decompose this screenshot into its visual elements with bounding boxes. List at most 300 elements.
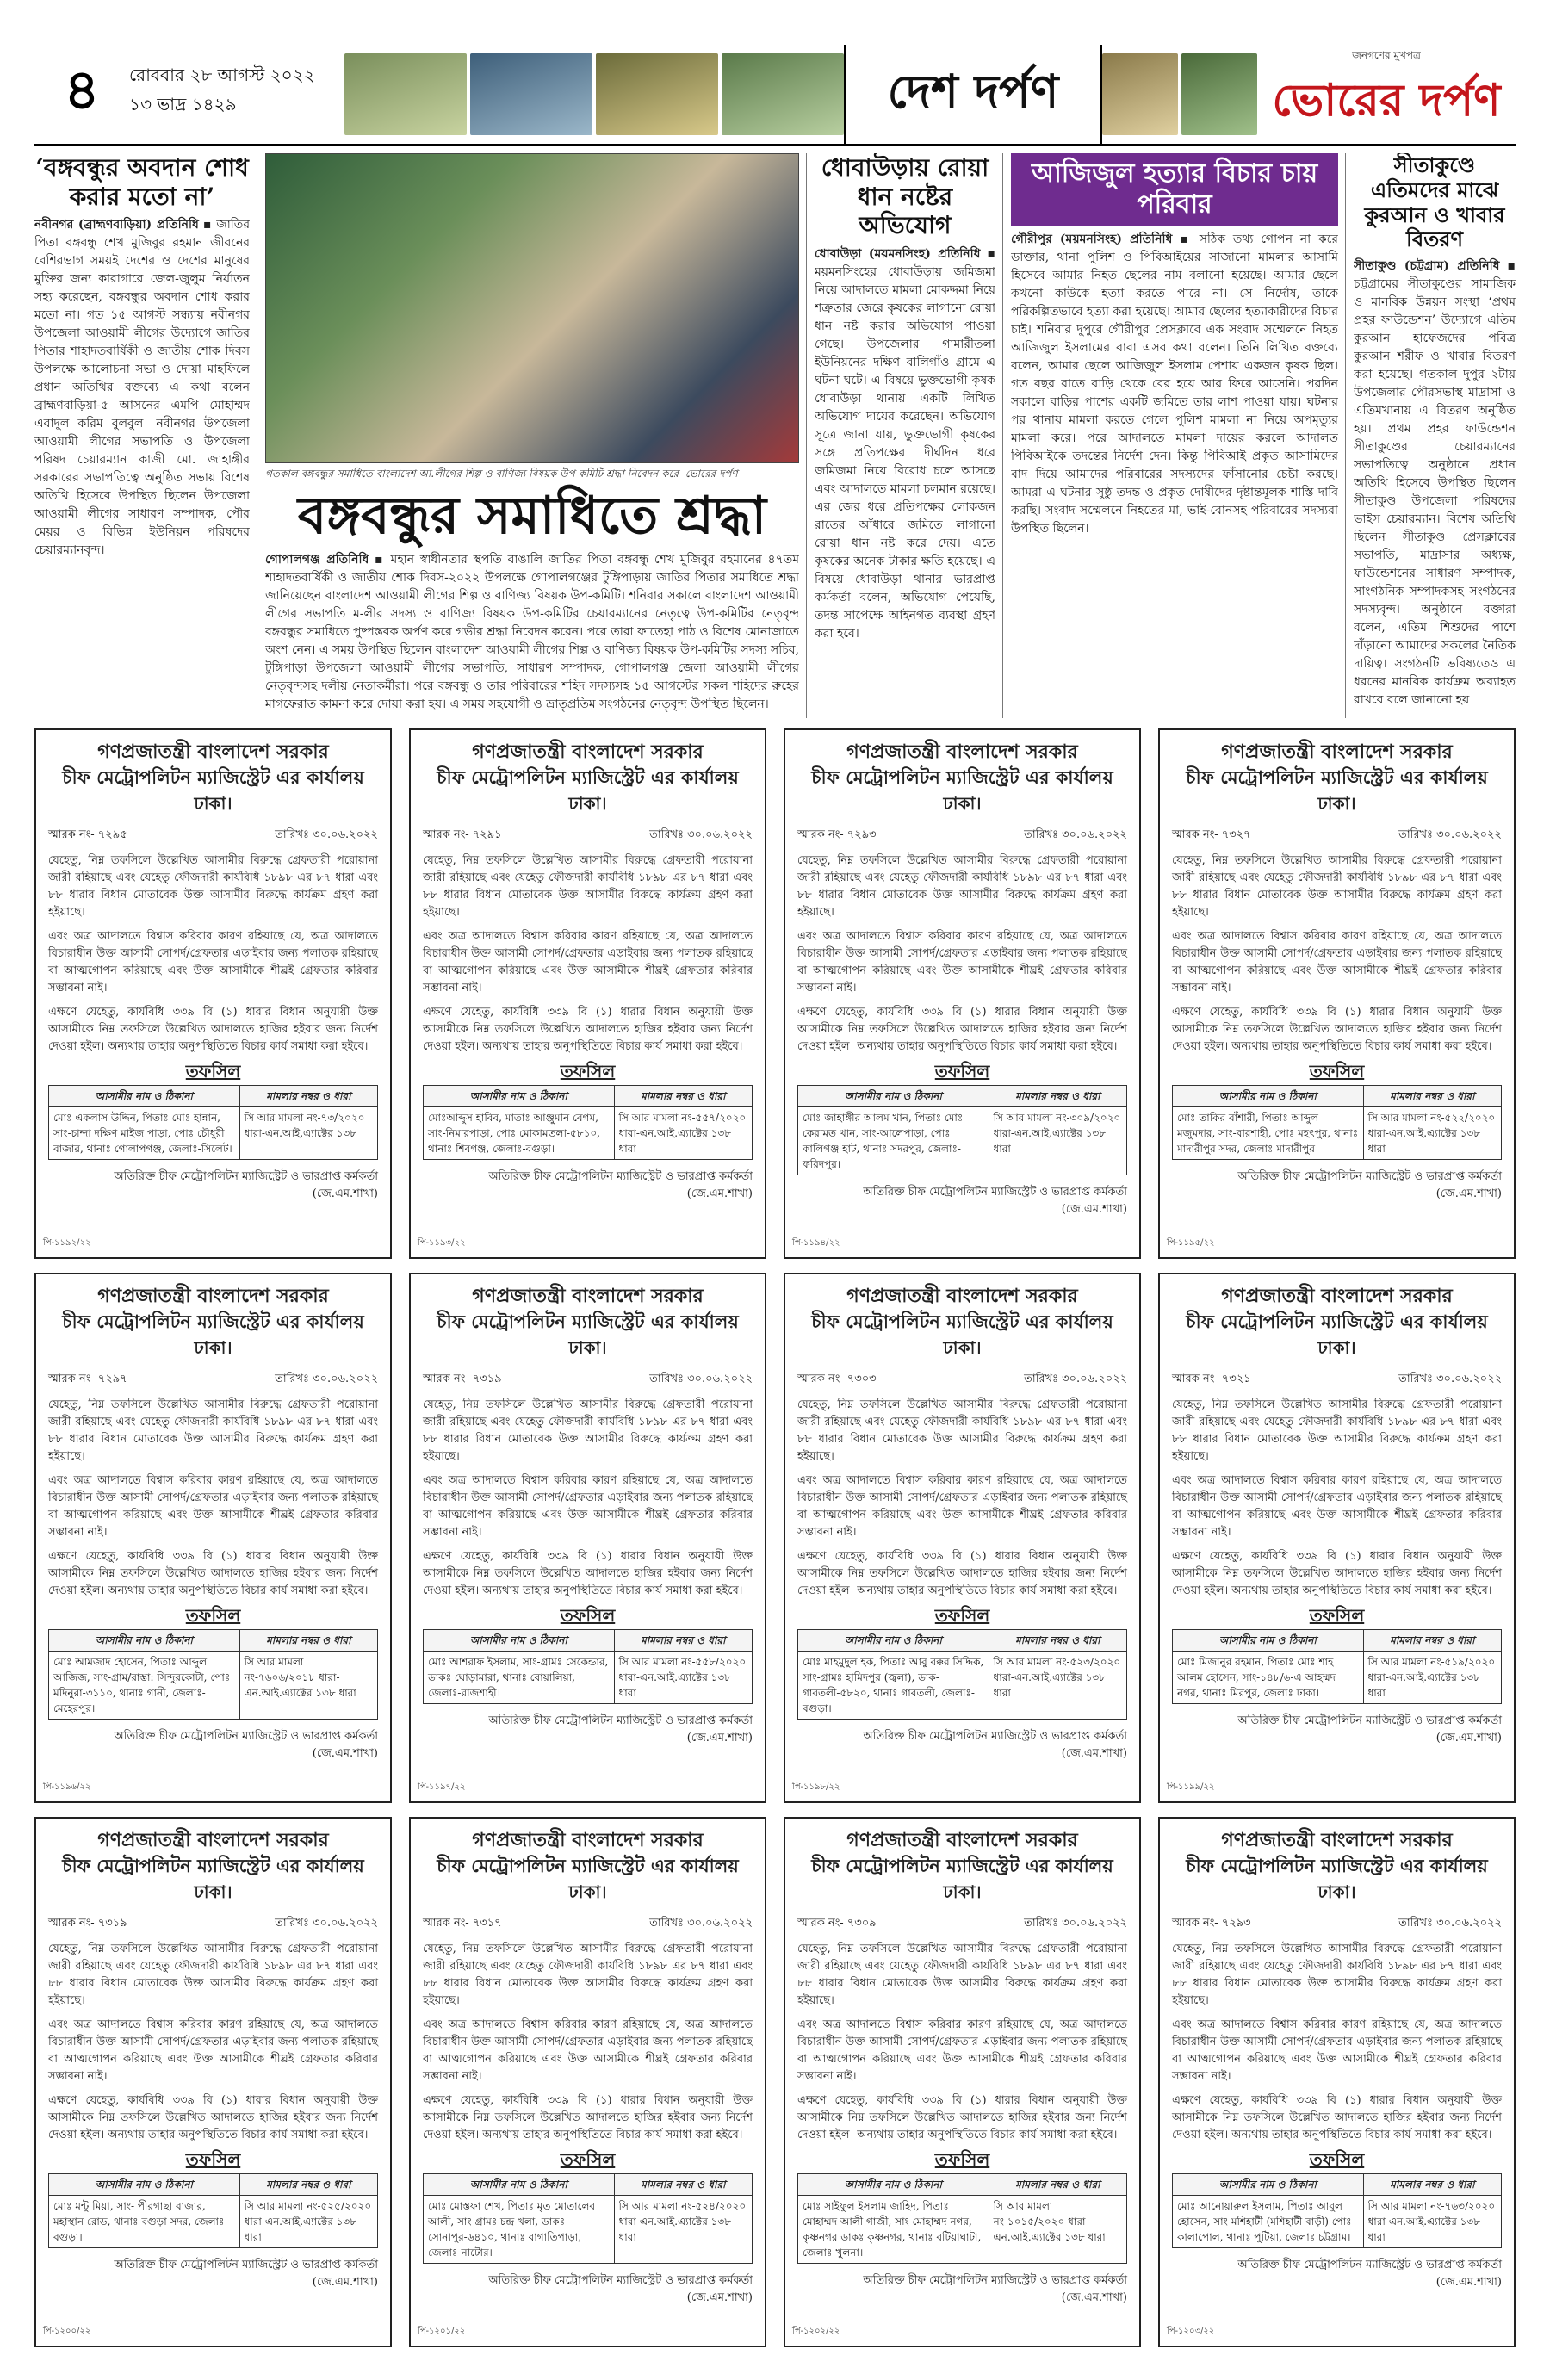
notice-ref-row (48, 1915, 378, 1932)
table-row (49, 2196, 378, 2248)
notice-paragraph: এক্ষণে যেহেতু, কার্যবিধি ৩৩৯ বি (১) ধারার বিধান অনুযায়ী উক্ত আসামীকে নিম্ন তফসিলে উল্লেখিত আদালতে হাজির হইবার জন্য নির্দেশ দেওয়া হইল। অন্যথায় তাহার অনুপস্থিতিতে বিচার কার্য সমাধা করা হইবে। (797, 2094, 1127, 2141)
notice-govt-title: গণপ্রজাতন্ত্রী বাংলাদেশ সরকার (97, 1285, 329, 1307)
column-divider (1002, 153, 1003, 718)
schedule-heading: তফসিল (185, 2149, 241, 2170)
notice-paragraph: যেহেতু, নিম্ন তফসিলে উল্লেখিত আসামীর বিরুদ্ধে গ্রেফতারী পরোয়ানা জারী রহিয়াছে এবং যেহেতু ফৌজদারী কার্যবিধি ১৮৯৮ এর ৮৭ ধারা এবং ৮৮ ধারার বিধান মোতাবেক উক্ত আসামীর বিরুদ্ধে কার্যক্রম গ্রহণ করা হইয়াছে। (423, 1398, 753, 1463)
notice-ref-row (48, 827, 378, 844)
strip-photo (1181, 53, 1257, 135)
notice-ref (48, 827, 127, 844)
case-details: সি আর মামলা নং-১০১৫/২০২০ ধারা-এন.আই.এ্যাক্টের ১৩৮ ধারা (989, 2196, 1126, 2264)
boxed-headline: আজিজুল হত্যার বিচার চায় পরিবার (1011, 153, 1338, 226)
case-details: সি আর মামলা নং-৭৩/২০২০ ধারা-এন.আই.এ্যাক্টের ১৩৮ (239, 1107, 377, 1160)
case-details: সি আর মামলা নং-৫২৩/২০২০ ধারা-এন.আই.এ্যাক্টের ১৩৮ ধারা (989, 1652, 1126, 1720)
table-row (1173, 1107, 1502, 1160)
notice-ref (797, 827, 877, 844)
notice-signature: অতিরিক্ত চীফ মেট্রোপলিটন ম্যাজিস্ট্রেট ও ভারপ্রাপ্ত কর্মকর্তা (জে.এম.শাখা) (488, 1170, 753, 1200)
notice-paragraph: এবং অত্র আদালতে বিশ্বাস করিবার কারণ রহিয়াছে যে, অত্র আদালতে বিচারাধীন উক্ত আসামী সোপর্দ/গ্রেফতার এড়াইবার জন্য পলাতক রহিয়াছে বা আত্মগোপন করিয়াছে এবং উক্ত আসামীকে শীঘ্রই গ্রেফতার করিবার সম্ভাবনা নাই। (48, 1474, 378, 1539)
byline: গৌরীপুর (ময়মনসিংহ) প্রতিনিধি (1011, 232, 1173, 246)
schedule-table (48, 1629, 378, 1720)
table-row (424, 1107, 753, 1160)
col-case: মামলার নম্বর ও ধারা (239, 1630, 377, 1652)
article-body: সঠিক তথ্য গোপন না করে ডাক্তার, থানা পুলিশ ও পিবিআইয়ের সাজানো মামলার আসামি হিসেবে আমার নিহত ছেলের নাম বলানো হয়েছে। আমার ছেলে কখনো কাউকে হত্যা করতে পারে না। সে নির্দোষ, তাকে পরিকল্পিতভাবে হত্যা করা হয়েছে। আমার ছেলের হত্যাকারীদের বিচার চাই। শনিবার দুপুরে গৌরীপুর প্রেসক্লাবে এক সংবাদ সম্মেলনে নিহত আজিজুল ইসলামের বাবা এসব কথা বলেন। তিনি লিখিত বক্তব্যে বলেন, আমার ছেলে আজিজুল ইসলাম পেশায় একজন কৃষক ছিল। গত বছর রাতে বাড়ি থেকে বের হয়ে আর ফিরে আসেনি। পরদিন সকালে বাড়ির পাশের একটি জমিতে তার লাশ পাওয়া যায়। ঘটনার পর থানায় মামলা করতে গেলে পুলিশ মামলা না নিয়ে অপমৃত্যুর মামলা করে। পরে আদালতে মামলা দায়ের করলে আদালত পিবিআইকে তদন্তের নির্দেশ দেন। কিন্তু পিবিআই প্রকৃত আসামিদের বাদ দিয়ে আমাদের পরিবারের সদস্যদের ফাঁসানোর চেষ্টা করছে। আমরা এ ঘটনার সুষ্ঠু তদন্ত ও প্রকৃত দোষীদের দৃষ্টান্তমূলক শাস্তি দাবি করছি। সংবাদ সম্মেলনে নিহতের মা, ভাই-বোনসহ পরিবারের সদস্যরা উপস্থিত ছিলেন। (1011, 232, 1338, 536)
schedule-table (48, 1085, 378, 1160)
col-accused: আসামীর নাম ও ঠিকানা (798, 2174, 989, 2196)
notice-paragraph: যেহেতু, নিম্ন তফসিলে উল্লেখিত আসামীর বিরুদ্ধে গ্রেফতারী পরোয়ানা জারী রহিয়াছে এবং যেহেতু ফৌজদারী কার্যবিধি ১৮৯৮ এর ৮৭ ধারা এবং ৮৮ ধারার বিধান মোতাবেক উক্ত আসামীর বিরুদ্ধে কার্যক্রম গ্রহণ করা হইয়াছে। (797, 1943, 1127, 2007)
case-details: সি আর মামলা নং-৫২৫/২০২০ ধারা-এন.আই.এ্যাক্টের ১৩৮ ধারা (239, 2196, 377, 2248)
notice-govt-title: গণপ্রজাতন্ত্রী বাংলাদেশ সরকার (1221, 1285, 1453, 1307)
notice-signature: অতিরিক্ত চীফ মেট্রোপলিটন ম্যাজিস্ট্রেট ও ভারপ্রাপ্ত কর্মকর্তা (জে.এম.শাখা) (1237, 1170, 1502, 1200)
case-details: সি আর মামলা নং-৩০৯/২০২০ ধারা-এন.আই.এ্যাক্টের ১৩৮ ধারা (989, 1107, 1126, 1175)
court-notice (34, 1273, 392, 1803)
col-case: মামলার নম্বর ও ধারা (614, 1086, 752, 1107)
schedule-heading: তফসিল (934, 1061, 990, 1082)
article-body: মহান স্বাধীনতার স্থপতি বাঙালি জাতির পিতা বঙ্গবন্ধু শেখ মুজিবুর রহমানের ৪৭তম শাহাদতবার্ষিকী ও জাতীয় শোক দিবস-২০২২ উপলক্ষে গোপালগঞ্জের টুঙ্গিপাড়ায় জাতির পিতার সমাধিতে শ্রদ্ধা জানিয়েছেন বাংলাদেশ আওয়ামী লীগের শিল্প ও বাণিজ্য বিষয়ক উপ-কমিটি। শনিবার সকালে বাংলাদেশ আওয়ামী লীগের সভাপতি ম-লীর সদস্য ও বাণিজ্য বিষয়ক উপ-কমিটির চেয়ারম্যানের নেতৃত্বে উপ-কমিটির নেতৃবৃন্দ বঙ্গবন্ধুর সমাধিতে পুষ্পস্তবক অর্পণ করে গভীর শ্রদ্ধা নিবেদন করেন। পরে তারা ফাতেহা পাঠ ও বিশেষ মোনাজাতে অংশ নেন। এ সময় উপস্থিত ছিলেন বাংলাদেশ আওয়ামী লীগের শিল্প ও বাণিজ্য বিষয়ক উপ-কমিটির সদস্য সচিব, টুঙ্গিপাড়া উপজেলা আওয়ামী লীগের সভাপতি, সাধারণ সম্পাদক, গোপালগঞ্জ জেলা আওয়ামী লীগের নেতৃবৃন্দসহ দলীয় নেতাকর্মীরা। পরে বঙ্গবন্ধু ও তার পরিবারের শহিদ সদস্যসহ ১৫ আগস্টের সকল শহিদের রুহের মাগফেরাত কামনা করে দোয়া করা হয়। এ সময় সহযোগী ও ভ্রাতৃপ্রতিম সংগঠনের নেতৃবৃন্দ উপস্থিত ছিলেন। (265, 553, 799, 711)
notice-paragraph: যেহেতু, নিম্ন তফসিলে উল্লেখিত আসামীর বিরুদ্ধে গ্রেফতারী পরোয়ানা জারী রহিয়াছে এবং যেহেতু ফৌজদারী কার্যবিধি ১৮৯৮ এর ৮৭ ধারা এবং ৮৮ ধারার বিধান মোতাবেক উক্ত আসামীর বিরুদ্ধে কার্যক্রম গ্রহণ করা হইয়াছে। (1172, 854, 1502, 919)
notice-paragraph: এবং অত্র আদালতে বিশ্বাস করিবার কারণ রহিয়াছে যে, অত্র আদালতে বিচারাধীন উক্ত আসামী সোপর্দ/গ্রেফতার এড়াইবার জন্য পলাতক রহিয়াছে বা আত্মগোপন করিয়াছে এবং উক্ত আসামীকে শীঘ্রই গ্রেফতার করিবার সম্ভাবনা নাই। (1172, 2018, 1502, 2083)
court-notices-grid (34, 728, 1516, 2347)
article-body: জাতির পিতা বঙ্গবন্ধু শেখ মুজিবুর রহমান জীবনের বেশিরভাগ সময়ই দেশের ও দেশের মানুষের মুক্তির জন্য কারাগারে জেল-জুলুম নির্যাতন সহ্য করেছেন, বঙ্গবন্ধুর অবদান শোধ করার মতো না। গত ১৫ আগস্ট সন্ধ্যায় নবীনগর উপজেলা আওয়ামী লীগের উদ্যোগে জাতির পিতার শাহাদতবার্ষিকী ও জাতীয় শোক দিবস উপলক্ষে আলোচনা সভা ও দোয়া মাহফিলে প্রধান অতিথির বক্তব্যে এ কথা বলেন ব্রাহ্মণবাড়িয়া-৫ আসনের এমপি মোহাম্মদ এবাদুল করিম বুলবুল। নবীনগর উপজেলা আওয়ামী লীগের সভাপতি ও উপজেলা পরিষদ চেয়ারম্যান কাজী মো. জাহাঙ্গীর সরকারের সভাপতিত্বে অনুষ্ঠিত সভায় বিশেষ অতিথি হিসেবে উপস্থিত ছিলেন উপজেলা আওয়ামী লীগের সাধারণ সম্পাদক, পৌর মেয়র ও বিভিন্ন ইউনিয়ন পরিষদের চেয়ারম্যানবৃন্দ। (34, 218, 250, 558)
byline: নবীনগর (ব্রাহ্মণবাড়িয়া) প্রতিনিধি (34, 218, 199, 232)
col-accused: আসামীর নাম ও ঠিকানা (798, 1630, 989, 1652)
notice-ref (48, 1371, 127, 1388)
notice-paragraph: এক্ষণে যেহেতু, কার্যবিধি ৩৩৯ বি (১) ধারার বিধান অনুযায়ী উক্ত আসামীকে নিম্ন তফসিলে উল্লেখিত আদালতে হাজির হইবার জন্য নির্দেশ দেওয়া হইল। অন্যথায় তাহার অনুপস্থিতিতে বিচার কার্য সমাধা করা হইবে। (423, 1006, 753, 1053)
news-column-5: আজিজুল হত্যার বিচার চায় পরিবার গৌরীপুর (ময়মনসিংহ) প্রতিনিধি ▪ সঠিক তথ্য গোপন না করে ডাক্তার, থানা পুলিশ ও পিবিআইয়ের সাজানো মামলার আসামি হিসেবে আমার নিহত ছেলের নাম বলানো হয়েছে। আমার ছেলে কখনো কাউকে হত্যা করতে পারে না। সে নির্দোষ, তাকে পরিকল্পিতভাবে হত্যা করা হয়েছে। আমার ছেলের হত্যাকারীদের বিচার চাই। শনিবার দুপুরে গৌরীপুর প্রেসক্লাবে এক সংবাদ সম্মেলনে নিহত আজিজুল ইসলামের বাবা এসব কথা বলেন। তিনি লিখিত বক্তব্যে বলেন, আমার ছেলে আজিজুল ইসলাম পেশায় একজন কৃষক ছিল। গত বছর রাতে বাড়ি থেকে বের হয়ে আর ফিরে আসেনি। পরদিন সকালে বাড়ির পাশের একটি জমিতে তার লাশ পাওয়া যায়। ঘটনার পর থানায় মামলা করতে গেলে পুলিশ মামলা না নিয়ে অপমৃত্যুর মামলা করে। পরে আদালতে মামলা দায়ের করলে আদালত পিবিআইকে তদন্তের নির্দেশ দেন। কিন্তু পিবিআই প্রকৃত আসামিদের বাদ দিয়ে আমাদের পরিবারের সদস্যদের ফাঁসানোর চেষ্টা করছে। আমরা এ ঘটনার সুষ্ঠু তদন্ত ও প্রকৃত দোষীদের দৃষ্টান্তমূলক শাস্তি দাবি করছি। সংবাদ সম্মেলনে নিহতের মা, ভাই-বোনসহ পরিবারের সদস্যরা উপস্থিত ছিলেন। (1011, 153, 1338, 718)
headline: ধোবাউড়ায় রোয়া ধান নষ্টের অভিযোগ (821, 153, 989, 240)
ref-number: ৭৩০৩ (846, 1373, 877, 1385)
col-case: মামলার নম্বর ও ধারা (1363, 2174, 1501, 2196)
notice-ref-row (1172, 1915, 1502, 1932)
notice-date: তারিখঃ ৩০.০৬.২০২২ (649, 1373, 753, 1385)
ref-label: স্মারক নং- (48, 1373, 95, 1385)
ref-label: স্মারক নং- (423, 828, 469, 841)
notice-paragraph: এক্ষণে যেহেতু, কার্যবিধি ৩৩৯ বি (১) ধারার বিধান অনুযায়ী উক্ত আসামীকে নিম্ন তফসিলে উল্লেখিত আদালতে হাজির হইবার জন্য নির্দেশ দেওয়া হইল। অন্যথায় তাহার অনুপস্থিতিতে বিচার কার্য সমাধা করা হইবে। (1172, 1550, 1502, 1597)
notice-date: তারিখঃ ৩০.০৬.২০২২ (1024, 1373, 1127, 1385)
notice-code: পি-১১৯৯/২২ (1167, 1782, 1215, 1792)
lead-story: গতকাল বঙ্গবন্ধুর সমাধিতে বাংলাদেশ আ.লীগের শিল্প ও বাণিজ্য বিষয়ক উপ-কমিটি শ্রদ্ধা নিবেদন করে -ভোরের দর্পণ বঙ্গবন্ধুর সমাধিতে শ্রদ্ধা গোপালগঞ্জ প্রতিনিধি ▪ মহান স্বাধীনতার স্থপতি বাঙালি জাতির পিতা বঙ্গবন্ধু শেখ মুজিবুর রহমানের ৪৭তম শাহাদতবার্ষিকী ও জাতীয় শোক দিবস-২০২২ উপলক্ষে গোপালগঞ্জের টুঙ্গিপাড়ায় জাতির পিতার সমাধিতে শ্রদ্ধা জানিয়েছেন বাংলাদেশ আওয়ামী লীগের শিল্প ও বাণিজ্য বিষয়ক উপ-কমিটি। শনিবার সকালে বাংলাদেশ আওয়ামী লীগের সভাপতি ম-লীর সদস্য ও বাণিজ্য বিষয়ক উপ-কমিটির চেয়ারম্যানের নেতৃত্বে উপ-কমিটির নেতৃবৃন্দ বঙ্গবন্ধুর সমাধিতে পুষ্পস্তবক অর্পণ করে গভীর শ্রদ্ধা নিবেদন করেন। পরে তারা ফাতেহা পাঠ ও বিশেষ মোনাজাতে অংশ নেন। এ সময় উপস্থিত ছিলেন বাংলাদেশ আওয়ামী লীগের শিল্প ও বাণিজ্য বিষয়ক উপ-কমিটির সদস্য সচিব, টুঙ্গিপাড়া উপজেলা আওয়ামী লীগের সভাপতি, সাধারণ সম্পাদক, গোপালগঞ্জ জেলা আওয়ামী লীগের নেতৃবৃন্দসহ দলীয় নেতাকর্মীরা। পরে বঙ্গবন্ধু ও তার পরিবারের শহিদ সদস্যসহ ১৫ আগস্টের সকল শহিদের রুহের মাগফেরাত কামনা করে দোয়া করা হয়। এ সময় সহযোগী ও ভ্রাতৃপ্রতিম সংগঠনের নেতৃবৃন্দ উপস্থিত ছিলেন। (265, 153, 799, 718)
notice-code: পি-১১৯৩/২২ (418, 1238, 466, 1248)
date-english: রোববার ২৮ আগস্ট ২০২২ (129, 65, 315, 85)
notice-ref-row (797, 827, 1127, 844)
col-accused: আসামীর নাম ও ঠিকানা (798, 1086, 989, 1107)
table-row (49, 1107, 378, 1160)
byline: গোপালগঞ্জ প্রতিনিধি (265, 553, 369, 567)
strip-photo (596, 53, 718, 135)
ref-label: স্মারক নং- (1172, 1373, 1218, 1385)
news-section (34, 153, 1516, 718)
col-case: মামলার নম্বর ও ধারা (989, 2174, 1126, 2196)
col-accused: আসামীর নাম ও ঠিকানা (1173, 1086, 1364, 1107)
schedule-heading: তফসিল (1309, 2149, 1365, 2170)
ref-number: ৭৩১৯ (472, 1373, 502, 1385)
accused-details: মোঃ তাকির বাঁশারী, পিতাঃ আব্দুল মজুমদার, সাং-বারশাহী, পোঃ মহৎপুর, থানাঃ মাদারীপুর সদর, জেলাঃ মাদারীপুর। (1173, 1107, 1364, 1160)
masthead (34, 45, 1516, 146)
accused-details: মোঃ আমজাদ হোসেন, পিতাঃ আব্দুল আজিজ, সাং-গ্রাম/রাস্তা: সিন্দুরকোটা, পোঃ মদিনুরা-৩১১০, থানাঃ গানী, জেলাঃ-মেহেরপুর। (49, 1652, 240, 1720)
col-accused: আসামীর নাম ও ঠিকানা (424, 2174, 615, 2196)
column-divider (806, 153, 807, 718)
strip-photo (1102, 53, 1178, 135)
strip-photo (470, 53, 592, 135)
notice-paragraph: এবং অত্র আদালতে বিশ্বাস করিবার কারণ রহিয়াছে যে, অত্র আদালতে বিচারাধীন উক্ত আসামী সোপর্দ/গ্রেফতার এড়াইবার জন্য পলাতক রহিয়াছে বা আত্মগোপন করিয়াছে এবং উক্ত আসামীকে শীঘ্রই গ্রেফতার করিবার সম্ভাবনা নাই। (797, 1474, 1127, 1539)
case-details: সি আর মামলা নং-৫৫৭/২০২০ ধারা-এন.আই.এ্যাক্টের ১৩৮ ধারা (614, 1107, 752, 1160)
notice-ref-row (797, 1915, 1127, 1932)
table-header-row (424, 1086, 753, 1107)
notice-paragraph: যেহেতু, নিম্ন তফসিলে উল্লেখিত আসামীর বিরুদ্ধে গ্রেফতারী পরোয়ানা জারী রহিয়াছে এবং যেহেতু ফৌজদারী কার্যবিধি ১৮৯৮ এর ৮৭ ধারা এবং ৮৮ ধারার বিধান মোতাবেক উক্ত আসামীর বিরুদ্ধে কার্যক্রম গ্রহণ করা হইয়াছে। (1172, 1943, 1502, 2007)
notice-paragraph: এবং অত্র আদালতে বিশ্বাস করিবার কারণ রহিয়াছে যে, অত্র আদালতে বিচারাধীন উক্ত আসামী সোপর্দ/গ্রেফতার এড়াইবার জন্য পলাতক রহিয়াছে বা আত্মগোপন করিয়াছে এবং উক্ত আসামীকে শীঘ্রই গ্রেফতার করিবার সম্ভাবনা নাই। (48, 930, 378, 995)
notice-signature: অতিরিক্ত চীফ মেট্রোপলিটন ম্যাজিস্ট্রেট ও ভারপ্রাপ্ত কর্মকর্তা (জে.এম.শাখা) (1237, 1714, 1502, 1745)
notice-govt-title: গণপ্রজাতন্ত্রী বাংলাদেশ সরকার (472, 1829, 704, 1851)
notice-office-title: চীফ মেট্রোপলিটন ম্যাজিস্ট্রেট এর কার্যালয় (62, 766, 364, 788)
court-notice (1158, 728, 1516, 1259)
accused-details: মোঃআব্দুস হাবিব, মাতাঃ আঞ্জুমান বেগম, সাং-নিমারপাড়া, পোঃ মোকামতলা-৫৮১০, থানাঃ শিবগঞ্জ, জেলাঃ-বগুড়া। (424, 1107, 615, 1160)
notice-paragraph: এক্ষণে যেহেতু, কার্যবিধি ৩৩৯ বি (১) ধারার বিধান অনুযায়ী উক্ত আসামীকে নিম্ন তফসিলে উল্লেখিত আদালতে হাজির হইবার জন্য নির্দেশ দেওয়া হইল। অন্যথায় তাহার অনুপস্থিতিতে বিচার কার্য সমাধা করা হইবে। (48, 2094, 378, 2141)
schedule-table (797, 2173, 1127, 2264)
case-details: সি আর মামলা নং-৭৬৩/২০২০ ধারা-এন.আই.এ্যাক্টের ১৩৮ ধারা (1363, 2196, 1501, 2248)
page-number: ৪ (64, 59, 100, 122)
notice-city: ঢাকা। (943, 1881, 982, 1902)
table-row (424, 1652, 753, 1704)
schedule-heading: তফসিল (934, 2149, 990, 2170)
ref-number: ৭৩০৯ (846, 1917, 877, 1930)
table-row (1173, 2196, 1502, 2248)
schedule-table (423, 1085, 753, 1160)
ref-number: ৭২৯৭ (97, 1373, 127, 1385)
notice-ref (423, 827, 502, 844)
notice-ref (797, 1915, 877, 1932)
table-header-row (1173, 1630, 1502, 1652)
notice-govt-title: গণপ্রজাতন্ত্রী বাংলাদেশ সরকার (846, 741, 1078, 763)
table-header-row (798, 1086, 1127, 1107)
notice-code: পি-১২০২/২২ (792, 2327, 840, 2336)
notice-date: তারিখঃ ৩০.০৬.২০২২ (275, 1917, 378, 1930)
col-accused: আসামীর নাম ও ঠিকানা (424, 1086, 615, 1107)
strip-photo (722, 53, 844, 135)
notice-ref-row (423, 1371, 753, 1388)
notice-paragraph: এক্ষণে যেহেতু, কার্যবিধি ৩৩৯ বি (১) ধারার বিধান অনুযায়ী উক্ত আসামীকে নিম্ন তফসিলে উল্লেখিত আদালতে হাজির হইবার জন্য নির্দেশ দেওয়া হইল। অন্যথায় তাহার অনুপস্থিতিতে বিচার কার্য সমাধা করা হইবে। (1172, 1006, 1502, 1053)
notice-office-title: চীফ মেট্রোপলিটন ম্যাজিস্ট্রেট এর কার্যালয় (1186, 1855, 1488, 1876)
notice-ref-row (797, 1371, 1127, 1388)
schedule-table (423, 2173, 753, 2264)
notice-paragraph: যেহেতু, নিম্ন তফসিলে উল্লেখিত আসামীর বিরুদ্ধে গ্রেফতারী পরোয়ানা জারী রহিয়াছে এবং যেহেতু ফৌজদারী কার্যবিধি ১৮৯৮ এর ৮৭ ধারা এবং ৮৮ ধারার বিধান মোতাবেক উক্ত আসামীর বিরুদ্ধে কার্যক্রম গ্রহণ করা হইয়াছে। (48, 1398, 378, 1463)
date-box (129, 45, 344, 144)
schedule-heading: তফসিল (1309, 1605, 1365, 1626)
court-notice (1158, 1273, 1516, 1803)
notice-ref-row (423, 827, 753, 844)
schedule-table (797, 1629, 1127, 1720)
ref-number: ৭২৯১ (472, 828, 502, 841)
ref-number: ৭৩১৭ (472, 1917, 502, 1930)
notice-signature: অতিরিক্ত চীফ মেট্রোপলিটন ম্যাজিস্ট্রেট ও ভারপ্রাপ্ত কর্মকর্তা (জে.এম.শাখা) (114, 1730, 378, 1760)
ref-label: স্মারক নং- (423, 1917, 469, 1930)
notice-govt-title: গণপ্রজাতন্ত্রী বাংলাদেশ সরকার (1221, 1829, 1453, 1851)
schedule-table (423, 1629, 753, 1704)
notice-office-title: চীফ মেট্রোপলিটন ম্যাজিস্ট্রেট এর কার্যালয় (811, 1855, 1113, 1876)
headline: ‘বঙ্গবন্ধুর অবদান শোধ করার মতো না’ (35, 153, 249, 211)
case-details: সি আর মামলা নং-৭৬০৬/২০১৮ ধারা-এন.আই.এ্যাক্টের ১৩৮ ধারা (239, 1652, 377, 1720)
notice-govt-title: গণপ্রজাতন্ত্রী বাংলাদেশ সরকার (846, 1829, 1078, 1851)
notice-office-title: চীফ মেট্রোপলিটন ম্যাজিস্ট্রেট এর কার্যালয় (811, 1311, 1113, 1332)
notice-signature: অতিরিক্ত চীফ মেট্রোপলিটন ম্যাজিস্ট্রেট ও ভারপ্রাপ্ত কর্মকর্তা (জে.এম.শাখা) (488, 1714, 753, 1745)
logo-area (1257, 45, 1516, 144)
table-header-row (424, 1630, 753, 1652)
schedule-heading: তফসিল (560, 1061, 616, 1082)
notice-date: তারিখঃ ৩০.০৬.২০২২ (1398, 828, 1502, 841)
ref-number: ৭৩২১ (1221, 1373, 1251, 1385)
notice-paragraph: এবং অত্র আদালতে বিশ্বাস করিবার কারণ রহিয়াছে যে, অত্র আদালতে বিচারাধীন উক্ত আসামী সোপর্দ/গ্রেফতার এড়াইবার জন্য পলাতক রহিয়াছে বা আত্মগোপন করিয়াছে এবং উক্ত আসামীকে শীঘ্রই গ্রেফতার করিবার সম্ভাবনা নাই। (423, 2018, 753, 2083)
notice-ref (48, 1915, 127, 1932)
photo-strip (344, 45, 844, 144)
col-accused: আসামীর নাম ও ঠিকানা (49, 1086, 240, 1107)
notice-paragraph: যেহেতু, নিম্ন তফসিলে উল্লেখিত আসামীর বিরুদ্ধে গ্রেফতারী পরোয়ানা জারী রহিয়াছে এবং যেহেতু ফৌজদারী কার্যবিধি ১৮৯৮ এর ৮৭ ধারা এবং ৮৮ ধারার বিধান মোতাবেক উক্ত আসামীর বিরুদ্ধে কার্যক্রম গ্রহণ করা হইয়াছে। (797, 854, 1127, 919)
court-notice (409, 1817, 766, 2347)
notice-date: তারিখঃ ৩০.০৬.২০২২ (1024, 828, 1127, 841)
table-row (798, 2196, 1127, 2264)
ref-number: ৭৩২৭ (1221, 828, 1251, 841)
notice-signature: অতিরিক্ত চীফ মেট্রোপলিটন ম্যাজিস্ট্রেট ও ভারপ্রাপ্ত কর্মকর্তা (জে.এম.শাখা) (863, 1730, 1127, 1760)
table-row (424, 2196, 753, 2264)
court-notice (409, 1273, 766, 1803)
notice-govt-title: গণপ্রজাতন্ত্রী বাংলাদেশ সরকার (97, 1829, 329, 1851)
notice-ref-row (1172, 827, 1502, 844)
notice-signature: অতিরিক্ত চীফ মেট্রোপলিটন ম্যাজিস্ট্রেট ও ভারপ্রাপ্ত কর্মকর্তা (জে.এম.শাখা) (488, 2274, 753, 2304)
notice-code: পি-১১৯৬/২২ (43, 1782, 91, 1792)
notice-office-title: চীফ মেট্রোপলিটন ম্যাজিস্ট্রেট এর কার্যালয় (62, 1855, 364, 1876)
table-header-row (1173, 1086, 1502, 1107)
column-divider (1345, 153, 1346, 718)
case-details: সি আর মামলা নং-৫২৪/২০২০ ধারা-এন.আই.এ্যাক্টের ১৩৮ ধারা (614, 2196, 752, 2264)
case-details: সি আর মামলা নং-৫২২/২০২০ ধারা-এন.আই.এ্যাক্টের ১৩৮ ধারা (1363, 1107, 1501, 1160)
notice-ref (423, 1371, 502, 1388)
notice-paragraph: যেহেতু, নিম্ন তফসিলে উল্লেখিত আসামীর বিরুদ্ধে গ্রেফতারী পরোয়ানা জারী রহিয়াছে এবং যেহেতু ফৌজদারী কার্যবিধি ১৮৯৮ এর ৮৭ ধারা এবং ৮৮ ধারার বিধান মোতাবেক উক্ত আসামীর বিরুদ্ধে কার্যক্রম গ্রহণ করা হইয়াছে। (1172, 1398, 1502, 1463)
notice-city: ঢাকা। (1318, 1337, 1356, 1358)
accused-details: মোঃ আনোয়ারুল ইসলাম, পিতাঃ আবুল হোসেন, সাং-মশিহাটী (মশিহাটী বাড়ী) পোঃ কালাপোল, থানাঃ পুটিয়া, জেলাঃ চট্টগ্রাম। (1173, 2196, 1364, 2248)
notice-ref-row (1172, 1371, 1502, 1388)
notice-code: পি-১১৯৭/২২ (418, 1782, 466, 1792)
col-accused: আসামীর নাম ও ঠিকানা (49, 2174, 240, 2196)
notice-city: ঢাকা। (1318, 793, 1356, 814)
notice-ref (1172, 1915, 1251, 1932)
notice-ref (797, 1371, 877, 1388)
case-details: সি আর মামলা নং-৫৫৮/২০২০ ধারা-এন.আই.এ্যাক্টের ১৩৮ ধারা (614, 1652, 752, 1704)
notice-date: তারিখঃ ৩০.০৬.২০২২ (275, 828, 378, 841)
notice-paragraph: যেহেতু, নিম্ন তফসিলে উল্লেখিত আসামীর বিরুদ্ধে গ্রেফতারী পরোয়ানা জারী রহিয়াছে এবং যেহেতু ফৌজদারী কার্যবিধি ১৮৯৮ এর ৮৭ ধারা এবং ৮৮ ধারার বিধান মোতাবেক উক্ত আসামীর বিরুদ্ধে কার্যক্রম গ্রহণ করা হইয়াছে। (48, 854, 378, 919)
news-column-1: ‘বঙ্গবন্ধুর অবদান শোধ করার মতো না’ নবীনগর (ব্রাহ্মণবাড়িয়া) প্রতিনিধি ▪ জাতির পিতা বঙ্গবন্ধু শেখ মুজিবুর রহমান জীবনের বেশিরভাগ সময়ই দেশের ও দেশের মানুষের মুক্তির জন্য কারাগারে জেল-জুলুম নির্যাতন সহ্য করেছেন, বঙ্গবন্ধুর অবদান শোধ করার মতো না। গত ১৫ আগস্ট সন্ধ্যায় নবীনগর উপজেলা আওয়ামী লীগের উদ্যোগে জাতির পিতার শাহাদতবার্ষিকী ও জাতীয় শোক দিবস উপলক্ষে আলোচনা সভা ও দোয়া মাহফিলে প্রধান অতিথির বক্তব্যে এ কথা বলেন ব্রাহ্মণবাড়িয়া-৫ আসনের এমপি মোহাম্মদ এবাদুল করিম বুলবুল। নবীনগর উপজেলা আওয়ামী লীগের সভাপতি ও উপজেলা পরিষদ চেয়ারম্যান কাজী মো. জাহাঙ্গীর সরকারের সভাপতিত্বে অনুষ্ঠিত সভায় বিশেষ অতিথি হিসেবে উপস্থিত ছিলেন উপজেলা আওয়ামী লীগের সাধারণ সম্পাদক, পৌর মেয়র ও বিভিন্ন ইউনিয়ন পরিষদের চেয়ারম্যানবৃন্দ। (34, 153, 250, 558)
ref-label: স্মারক নং- (797, 1917, 844, 1930)
notice-paragraph: এক্ষণে যেহেতু, কার্যবিধি ৩৩৯ বি (১) ধারার বিধান অনুযায়ী উক্ত আসামীকে নিম্ন তফসিলে উল্লেখিত আদালতে হাজির হইবার জন্য নির্দেশ দেওয়া হইল। অন্যথায় তাহার অনুপস্থিতিতে বিচার কার্য সমাধা করা হইবে। (48, 1006, 378, 1053)
schedule-heading: তফসিল (934, 1605, 990, 1626)
schedule-heading: তফসিল (185, 1061, 241, 1082)
notice-paragraph: এবং অত্র আদালতে বিশ্বাস করিবার কারণ রহিয়াছে যে, অত্র আদালতে বিচারাধীন উক্ত আসামী সোপর্দ/গ্রেফতার এড়াইবার জন্য পলাতক রহিয়াছে বা আত্মগোপন করিয়াছে এবং উক্ত আসামীকে শীঘ্রই গ্রেফতার করিবার সম্ভাবনা নাই। (797, 2018, 1127, 2083)
accused-details: মোঃ মন্টু মিয়া, সাং- পীরগাছা বাজার, মহাস্থান রোড, থানাঃ বগুড়া সদর, জেলাঃ-বগুড়া। (49, 2196, 240, 2248)
notice-office-title: চীফ মেট্রোপলিটন ম্যাজিস্ট্রেট এর কার্যালয় (437, 1855, 739, 1876)
notice-ref (423, 1915, 502, 1932)
table-header-row (798, 1630, 1127, 1652)
accused-details: মোঃ একলাস উদ্দিন, পিতাঃ মোঃ হান্নান, সাং-চান্দা দক্ষিণ মাইজ পাড়া, পোঃ চৌধুরী বাজার, থানাঃ গোলাপগঞ্জ, জেলাঃ-সিলেট। (49, 1107, 240, 1160)
ref-label: স্মারক নং- (423, 1373, 469, 1385)
logo-tagline: জনগণের মুখপত্র (1352, 49, 1421, 61)
notice-paragraph: এক্ষণে যেহেতু, কার্যবিধি ৩৩৯ বি (১) ধারার বিধান অনুযায়ী উক্ত আসামীকে নিম্ন তফসিলে উল্লেখিত আদালতে হাজির হইবার জন্য নির্দেশ দেওয়া হইল। অন্যথায় তাহার অনুপস্থিতিতে বিচার কার্য সমাধা করা হইবে। (1172, 2094, 1502, 2141)
accused-details: মোঃ মোস্তফা শেখ, পিতাঃ মৃত মোতালেব আলী, সাং-গ্রামঃ চন্দ্র খলা, ডাকঃ সোনাপুর-৬৪১০, থানাঃ বাগাতিপাড়া, জেলাঃ-নাটোর। (424, 2196, 615, 2264)
notice-govt-title: গণপ্রজাতন্ত্রী বাংলাদেশ সরকার (846, 1285, 1078, 1307)
notice-city: ঢাকা। (943, 1337, 982, 1358)
notice-date: তারিখঃ ৩০.০৬.২০২২ (649, 1917, 753, 1930)
table-row (798, 1107, 1127, 1175)
notice-signature: অতিরিক্ত চীফ মেট্রোপলিটন ম্যাজিস্ট্রেট ও ভারপ্রাপ্ত কর্মকর্তা (জে.এম.শাখা) (1237, 2259, 1502, 2289)
notice-city: ঢাকা। (568, 793, 607, 814)
table-row (49, 1652, 378, 1720)
accused-details: মোঃ আশরাফ ইসলাম, সাং-গ্রামঃ সেকেন্ডার, ডাকঃ ঘোড়ামারা, থানাঃ বোয়ালিয়া, জেলাঃ-রাজশাহী। (424, 1652, 615, 1704)
notice-date: তারিখঃ ৩০.০৬.২০২২ (1398, 1917, 1502, 1930)
court-notice (409, 728, 766, 1259)
accused-details: মোঃ জাহাঙ্গীর আলম খান, পিতাঃ মোঃ কেরামত খান, সাং-আলেপাড়া, পোঃ কালিগঞ্জ হাট, থানাঃ সদরপুর, জেলাঃ-ফরিদপুর। (798, 1107, 989, 1175)
schedule-table (797, 1085, 1127, 1175)
schedule-heading: তফসিল (560, 1605, 616, 1626)
notice-office-title: চীফ মেট্রোপলিটন ম্যাজিস্ট্রেট এর কার্যালয় (62, 1311, 364, 1332)
table-header-row (424, 2174, 753, 2196)
notice-paragraph: যেহেতু, নিম্ন তফসিলে উল্লেখিত আসামীর বিরুদ্ধে গ্রেফতারী পরোয়ানা জারী রহিয়াছে এবং যেহেতু ফৌজদারী কার্যবিধি ১৮৯৮ এর ৮৭ ধারা এবং ৮৮ ধারার বিধান মোতাবেক উক্ত আসামীর বিরুদ্ধে কার্যক্রম গ্রহণ করা হইয়াছে। (48, 1943, 378, 2007)
table-row (1173, 1652, 1502, 1704)
table-header-row (49, 2174, 378, 2196)
notice-paragraph: এবং অত্র আদালতে বিশ্বাস করিবার কারণ রহিয়াছে যে, অত্র আদালতে বিচারাধীন উক্ত আসামী সোপর্দ/গ্রেফতার এড়াইবার জন্য পলাতক রহিয়াছে বা আত্মগোপন করিয়াছে এবং উক্ত আসামীকে শীঘ্রই গ্রেফতার করিবার সম্ভাবনা নাই। (423, 930, 753, 995)
schedule-heading: তফসিল (185, 1605, 241, 1626)
col-case: মামলার নম্বর ও ধারা (989, 1630, 1126, 1652)
notice-city: ঢাকা। (194, 1881, 232, 1902)
notice-city: ঢাকা। (194, 1337, 232, 1358)
col-case: মামলার নম্বর ও ধারা (614, 1630, 752, 1652)
notice-office-title: চীফ মেট্রোপলিটন ম্যাজিস্ট্রেট এর কার্যালয় (437, 1311, 739, 1332)
table-header-row (798, 2174, 1127, 2196)
court-notice (34, 1817, 392, 2347)
photo-strip-right (1102, 45, 1257, 144)
notice-govt-title: গণপ্রজাতন্ত্রী বাংলাদেশ সরকার (472, 741, 704, 763)
court-notice (34, 728, 392, 1259)
accused-details: মোঃ সাইফুল ইসলাম জাহিদ, পিতাঃ মোহাম্মদ আলী গাজী, সাং মোহাম্মদ নগর, কৃষ্ণনগর ডাকঃ কৃষ্ণনগর, থানাঃ বটিয়াঘাটা, জেলাঃ-খুলনা। (798, 2196, 989, 2264)
ref-label: স্মারক নং- (1172, 828, 1218, 841)
col-accused: আসামীর নাম ও ঠিকানা (1173, 2174, 1364, 2196)
notice-signature: অতিরিক্ত চীফ মেট্রোপলিটন ম্যাজিস্ট্রেট ও ভারপ্রাপ্ত কর্মকর্তা (জে.এম.শাখা) (863, 2274, 1127, 2304)
byline: সীতাকুণ্ড (চট্টগ্রাম) প্রতিনিধি (1354, 259, 1500, 274)
col-case: মামলার নম্বর ও ধারা (1363, 1086, 1501, 1107)
case-details: সি আর মামলা নং-৫১৯/২০২০ ধারা-এন.আই.এ্যাক্টের ১৩৮ ধারা (1363, 1652, 1501, 1704)
notice-code: পি-১২০০/২২ (43, 2327, 91, 2336)
notice-signature: অতিরিক্ত চীফ মেট্রোপলিটন ম্যাজিস্ট্রেট ও ভারপ্রাপ্ত কর্মকর্তা (জে.এম.শাখা) (114, 2259, 378, 2289)
schedule-table (1172, 1085, 1502, 1160)
col-accused: আসামীর নাম ও ঠিকানা (424, 1630, 615, 1652)
table-header-row (49, 1630, 378, 1652)
photo-caption: গতকাল বঙ্গবন্ধুর সমাধিতে বাংলাদেশ আ.লীগের শিল্প ও বাণিজ্য বিষয়ক উপ-কমিটি শ্রদ্ধা নিবেদন করে -ভোরের দর্পণ (265, 468, 738, 480)
notice-office-title: চীফ মেট্রোপলিটন ম্যাজিস্ট্রেট এর কার্যালয় (1186, 766, 1488, 788)
notice-paragraph: এবং অত্র আদালতে বিশ্বাস করিবার কারণ রহিয়াছে যে, অত্র আদালতে বিচারাধীন উক্ত আসামী সোপর্দ/গ্রেফতার এড়াইবার জন্য পলাতক রহিয়াছে বা আত্মগোপন করিয়াছে এবং উক্ত আসামীকে শীঘ্রই গ্রেফতার করিবার সম্ভাবনা নাই। (1172, 1474, 1502, 1539)
ref-label: স্মারক নং- (1172, 1917, 1218, 1930)
lead-photo (265, 153, 799, 463)
notice-govt-title: গণপ্রজাতন্ত্রী বাংলাদেশ সরকার (97, 741, 329, 763)
ref-label: স্মারক নং- (48, 828, 95, 841)
schedule-table (1172, 2173, 1502, 2248)
schedule-table (48, 2173, 378, 2248)
newspaper-logo: ভোরের দর্পণ (1272, 75, 1501, 127)
notice-date: তারিখঃ ৩০.০৬.২০২২ (275, 1373, 378, 1385)
notice-office-title: চীফ মেট্রোপলিটন ম্যাজিস্ট্রেট এর কার্যালয় (1186, 1311, 1488, 1332)
notice-paragraph: এবং অত্র আদালতে বিশ্বাস করিবার কারণ রহিয়াছে যে, অত্র আদালতে বিচারাধীন উক্ত আসামী সোপর্দ/গ্রেফতার এড়াইবার জন্য পলাতক রহিয়াছে বা আত্মগোপন করিয়াছে এবং উক্ত আসামীকে শীঘ্রই গ্রেফতার করিবার সম্ভাবনা নাই। (797, 930, 1127, 995)
ref-number: ৭৩১৯ (97, 1917, 127, 1930)
news-column-4: ধোবাউড়ায় রোয়া ধান নষ্টের অভিযোগ ধোবাউড়া (ময়মনসিংহ) প্রতিনিধি ▪ ময়মনসিংহের ধোবাউড়ায় জমিজমা নিয়ে আদালতে মামলা মোকদ্দমা নিয়ে শত্রুতার জেরে কৃষকের লাগানো রোয়া ধান নষ্ট করার অভিযোগ পাওয়া গেছে। উপজেলার গামারীতলা ইউনিয়নের দক্ষিণ বালিগাঁও গ্রামে এ ঘটনা ঘটে। এ বিষয়ে ভুক্তভোগী কৃষক ধোবাউড়া থানায় একটি লিখিত অভিযোগ দায়ের করেছেন। অভিযোগ সূত্রে জানা যায়, ভুক্তভোগী কৃষকের সঙ্গে প্রতিপক্ষের দীর্ঘদিন ধরে জমিজমা নিয়ে বিরোধ চলে আসছে এবং আদালতে মামলা চলমান রয়েছে। এর জের ধরে প্রতিপক্ষের লোকজন রাতের আঁধারে জমিতে লাগানো রোয়া ধান নষ্ট করে দেয়। এতে কৃষকের অনেক টাকার ক্ষতি হয়েছে। এ বিষয়ে ধোবাউড়া থানার ভারপ্রাপ্ত কর্মকর্তা বলেন, অভিযোগ পেয়েছি, তদন্ত সাপেক্ষে আইনগত ব্যবস্থা গ্রহণ করা হবে। (815, 153, 995, 641)
table-header-row (49, 1086, 378, 1107)
col-case: মামলার নম্বর ও ধারা (239, 2174, 377, 2196)
notice-paragraph: এক্ষণে যেহেতু, কার্যবিধি ৩৩৯ বি (১) ধারার বিধান অনুযায়ী উক্ত আসামীকে নিম্ন তফসিলে উল্লেখিত আদালতে হাজির হইবার জন্য নির্দেশ দেওয়া হইল। অন্যথায় তাহার অনুপস্থিতিতে বিচার কার্য সমাধা করা হইবে। (423, 1550, 753, 1597)
ref-label: স্মারক নং- (797, 828, 844, 841)
notice-paragraph: যেহেতু, নিম্ন তফসিলে উল্লেখিত আসামীর বিরুদ্ধে গ্রেফতারী পরোয়ানা জারী রহিয়াছে এবং যেহেতু ফৌজদারী কার্যবিধি ১৮৯৮ এর ৮৭ ধারা এবং ৮৮ ধারার বিধান মোতাবেক উক্ত আসামীর বিরুদ্ধে কার্যক্রম গ্রহণ করা হইয়াছে। (423, 1943, 753, 2007)
ref-number: ৭২৯৩ (1221, 1917, 1251, 1930)
court-notice (1158, 1817, 1516, 2347)
accused-details: মোঃ মাহমুদুল হক, পিতাঃ আবু বক্কর সিদ্দিক, সাং-গ্রামঃ হামিদপুর (জ্বলা), ডাক-গাবতলী-৫৮২০, থানাঃ গাবতলী, জেলাঃ-বগুড়া। (798, 1652, 989, 1720)
court-notice (784, 1817, 1141, 2347)
col-accused: আসামীর নাম ও ঠিকানা (49, 1630, 240, 1652)
ref-label: স্মারক নং- (797, 1373, 844, 1385)
notice-paragraph: এবং অত্র আদালতে বিশ্বাস করিবার কারণ রহিয়াছে যে, অত্র আদালতে বিচারাধীন উক্ত আসামী সোপর্দ/গ্রেফতার এড়াইবার জন্য পলাতক রহিয়াছে বা আত্মগোপন করিয়াছে এবং উক্ত আসামীকে শীঘ্রই গ্রেফতার করিবার সম্ভাবনা নাই। (1172, 930, 1502, 995)
notice-govt-title: গণপ্রজাতন্ত্রী বাংলাদেশ সরকার (472, 1285, 704, 1307)
ref-number: ৭২৯৫ (97, 828, 127, 841)
notice-ref (1172, 1371, 1251, 1388)
court-notice (784, 1273, 1141, 1803)
col-case: মামলার নম্বর ও ধারা (614, 2174, 752, 2196)
lead-headline: বঙ্গবন্ধুর সমাধিতে শ্রদ্ধা (297, 486, 767, 546)
court-notice (784, 728, 1141, 1259)
notice-city: ঢাকা। (568, 1881, 607, 1902)
notice-ref (1172, 827, 1251, 844)
headline: সীতাকুণ্ডে এতিমদের মাঝে কুরআন ও খাবার বিতরণ (1364, 153, 1505, 252)
date-bangla: ১৩ ভাদ্র ১৪২৯ (129, 94, 237, 115)
notice-signature: অতিরিক্ত চীফ মেট্রোপলিটন ম্যাজিস্ট্রেট ও ভারপ্রাপ্ত কর্মকর্তা (জে.এম.শাখা) (114, 1170, 378, 1200)
notice-code: পি-১২০১/২২ (418, 2327, 466, 2336)
accused-details: মোঃ মিজানুর রহমান, পিতাঃ মোঃ শাহ আলম হোসেন, সাং-১৪৮/৬-এ আহম্মদ নগর, থানাঃ মিরপুর, জেলাঃ ঢাকা। (1173, 1652, 1364, 1704)
ref-number: ৭২৯৩ (846, 828, 877, 841)
news-column-6: সীতাকুণ্ডে এতিমদের মাঝে কুরআন ও খাবার বিতরণ সীতাকুণ্ড (চট্টগ্রাম) প্রতিনিধি ▪ চট্টগ্রামের সীতাকুণ্ডের সামাজিক ও মানবিক উন্নয়ন সংস্থা ‘প্রথম প্রহর ফাউন্ডেশন’ উদ্যোগে এতিম কুরআন হাফেজদের পবিত্র কুরআন শরীফ ও খাবার বিতরণ করা হয়েছে। গতকাল দুপুর ২টায় উপজেলার পৌরসভাস্থ মাদ্রাসা ও এতিমখানায় এ বিতরণ অনুষ্ঠিত হয়। প্রথম প্রহর ফাউন্ডেশন সীতাকুণ্ডের চেয়ারম্যানের সভাপতিত্বে অনুষ্ঠানে প্রধান অতিথি হিসেবে উপস্থিত ছিলেন সীতাকুণ্ড উপজেলা পরিষদের ভাইস চেয়ারম্যান। বিশেষ অতিথি ছিলেন সীতাকুণ্ড প্রেসক্লাবের সভাপতি, মাদ্রাসার অধ্যক্ষ, ফাউন্ডেশনের সাধারণ সম্পাদক, সাংগঠনিক সম্পাদকসহ সংগঠনের সদস্যবৃন্দ। অনুষ্ঠানে বক্তারা বলেন, এতিম শিশুদের পাশে দাঁড়ানো আমাদের সকলের নৈতিক দায়িত্ব। সংগঠনটি ভবিষ্যতেও এ ধরনের মানবিক কার্যক্রম অব্যাহত রাখবে বলে জানানো হয়। (1354, 153, 1516, 708)
byline: ধোবাউড়া (ময়মনসিংহ) প্রতিনিধি (815, 246, 981, 261)
notice-paragraph: যেহেতু, নিম্ন তফসিলে উল্লেখিত আসামীর বিরুদ্ধে গ্রেফতারী পরোয়ানা জারী রহিয়াছে এবং যেহেতু ফৌজদারী কার্যবিধি ১৮৯৮ এর ৮৭ ধারা এবং ৮৮ ধারার বিধান মোতাবেক উক্ত আসামীর বিরুদ্ধে কার্যক্রম গ্রহণ করা হইয়াছে। (423, 854, 753, 919)
article-body: চট্টগ্রামের সীতাকুণ্ডের সামাজিক ও মানবিক উন্নয়ন সংস্থা ‘প্রথম প্রহর ফাউন্ডেশন’ উদ্যোগে এতিম কুরআন হাফেজদের পবিত্র কুরআন শরীফ ও খাবার বিতরণ করা হয়েছে। গতকাল দুপুর ২টায় উপজেলার পৌরসভাস্থ মাদ্রাসা ও এতিমখানায় এ বিতরণ অনুষ্ঠিত হয়। প্রথম প্রহর ফাউন্ডেশন সীতাকুণ্ডের চেয়ারম্যানের সভাপতিত্বে অনুষ্ঠানে প্রধান অতিথি হিসেবে উপস্থিত ছিলেন সীতাকুণ্ড উপজেলা পরিষদের ভাইস চেয়ারম্যান। বিশেষ অতিথি ছিলেন সীতাকুণ্ড প্রেসক্লাবের সভাপতি, মাদ্রাসার অধ্যক্ষ, ফাউন্ডেশনের সাধারণ সম্পাদক, সাংগঠনিক সম্পাদকসহ সংগঠনের সদস্যবৃন্দ। অনুষ্ঠানে বক্তারা বলেন, এতিম শিশুদের পাশে দাঁড়ানো আমাদের সকলের নৈতিক দায়িত্ব। সংগঠনটি ভবিষ্যতেও এ ধরনের মানবিক কার্যক্রম অব্যাহত রাখবে বলে জানানো হয়। (1354, 277, 1516, 708)
col-case: মামলার নম্বর ও ধারা (239, 1086, 377, 1107)
notice-paragraph: এক্ষণে যেহেতু, কার্যবিধি ৩৩৯ বি (১) ধারার বিধান অনুযায়ী উক্ত আসামীকে নিম্ন তফসিলে উল্লেখিত আদালতে হাজির হইবার জন্য নির্দেশ দেওয়া হইল। অন্যথায় তাহার অনুপস্থিতিতে বিচার কার্য সমাধা করা হইবে। (797, 1006, 1127, 1053)
article-body: ময়মনসিংহের ধোবাউড়ায় জমিজমা নিয়ে আদালতে মামলা মোকদ্দমা নিয়ে শত্রুতার জেরে কৃষকের লাগানো রোয়া ধান নষ্ট করার অভিযোগ পাওয়া গেছে। উপজেলার গামারীতলা ইউনিয়নের দক্ষিণ বালিগাঁও গ্রামে এ ঘটনা ঘটে। এ বিষয়ে ভুক্তভোগী কৃষক ধোবাউড়া থানায় একটি লিখিত অভিযোগ দায়ের করেছেন। অভিযোগ সূত্রে জানা যায়, ভুক্তভোগী কৃষকের সঙ্গে প্রতিপক্ষের দীর্ঘদিন ধরে জমিজমা নিয়ে বিরোধ চলে আসছে এবং আদালতে মামলা চলমান রয়েছে। এর জের ধরে প্রতিপক্ষের লোকজন রাতের আঁধারে জমিতে লাগানো রোয়া ধান নষ্ট করে দেয়। এতে কৃষকের অনেক টাকার ক্ষতি হয়েছে। এ বিষয়ে ধোবাউড়া থানার ভারপ্রাপ্ত কর্মকর্তা বলেন, অভিযোগ পেয়েছি, তদন্ত সাপেক্ষে আইনগত ব্যবস্থা গ্রহণ করা হবে। (815, 264, 995, 641)
notice-city: ঢাকা। (194, 793, 232, 814)
section-title: দেশ দর্পণ (844, 45, 1102, 144)
notice-city: ঢাকা। (568, 1337, 607, 1358)
notice-city: ঢাকা। (943, 793, 982, 814)
notice-paragraph: এক্ষণে যেহেতু, কার্যবিধি ৩৩৯ বি (১) ধারার বিধান অনুযায়ী উক্ত আসামীকে নিম্ন তফসিলে উল্লেখিত আদালতে হাজির হইবার জন্য নির্দেশ দেওয়া হইল। অন্যথায় তাহার অনুপস্থিতিতে বিচার কার্য সমাধা করা হইবে। (423, 2094, 753, 2141)
notice-signature: অতিরিক্ত চীফ মেট্রোপলিটন ম্যাজিস্ট্রেট ও ভারপ্রাপ্ত কর্মকর্তা (জে.এম.শাখা) (863, 1186, 1127, 1216)
notice-paragraph: এক্ষণে যেহেতু, কার্যবিধি ৩৩৯ বি (১) ধারার বিধান অনুযায়ী উক্ত আসামীকে নিম্ন তফসিলে উল্লেখিত আদালতে হাজির হইবার জন্য নির্দেশ দেওয়া হইল। অন্যথায় তাহার অনুপস্থিতিতে বিচার কার্য সমাধা করা হইবে। (48, 1550, 378, 1597)
notice-date: তারিখঃ ৩০.০৬.২০২২ (649, 828, 753, 841)
notice-code: পি-১২০৩/২২ (1167, 2327, 1215, 2336)
notice-city: ঢাকা। (1318, 1881, 1356, 1902)
notice-code: পি-১১৯৪/২২ (792, 1238, 840, 1248)
col-case: মামলার নম্বর ও ধারা (989, 1086, 1126, 1107)
strip-photo (344, 53, 467, 135)
notice-paragraph: এবং অত্র আদালতে বিশ্বাস করিবার কারণ রহিয়াছে যে, অত্র আদালতে বিচারাধীন উক্ত আসামী সোপর্দ/গ্রেফতার এড়াইবার জন্য পলাতক রহিয়াছে বা আত্মগোপন করিয়াছে এবং উক্ত আসামীকে শীঘ্রই গ্রেফতার করিবার সম্ভাবনা নাই। (48, 2018, 378, 2083)
notice-code: পি-১১৯২/২২ (43, 1238, 91, 1248)
col-accused: আসামীর নাম ও ঠিকানা (1173, 1630, 1364, 1652)
notice-office-title: চীফ মেট্রোপলিটন ম্যাজিস্ট্রেট এর কার্যালয় (437, 766, 739, 788)
notice-ref-row (423, 1915, 753, 1932)
notice-date: তারিখঃ ৩০.০৬.২০২২ (1398, 1373, 1502, 1385)
table-row (798, 1652, 1127, 1720)
notice-paragraph: এক্ষণে যেহেতু, কার্যবিধি ৩৩৯ বি (১) ধারার বিধান অনুযায়ী উক্ত আসামীকে নিম্ন তফসিলে উল্লেখিত আদালতে হাজির হইবার জন্য নির্দেশ দেওয়া হইল। অন্যথায় তাহার অনুপস্থিতিতে বিচার কার্য সমাধা করা হইবে। (797, 1550, 1127, 1597)
ref-label: স্মারক নং- (48, 1917, 95, 1930)
schedule-heading: তফসিল (1309, 1061, 1365, 1082)
schedule-table (1172, 1629, 1502, 1704)
notice-paragraph: যেহেতু, নিম্ন তফসিলে উল্লেখিত আসামীর বিরুদ্ধে গ্রেফতারী পরোয়ানা জারী রহিয়াছে এবং যেহেতু ফৌজদারী কার্যবিধি ১৮৯৮ এর ৮৭ ধারা এবং ৮৮ ধারার বিধান মোতাবেক উক্ত আসামীর বিরুদ্ধে কার্যক্রম গ্রহণ করা হইয়াছে। (797, 1398, 1127, 1463)
notice-code: পি-১১৯৮/২২ (792, 1782, 840, 1792)
schedule-heading: তফসিল (560, 2149, 616, 2170)
